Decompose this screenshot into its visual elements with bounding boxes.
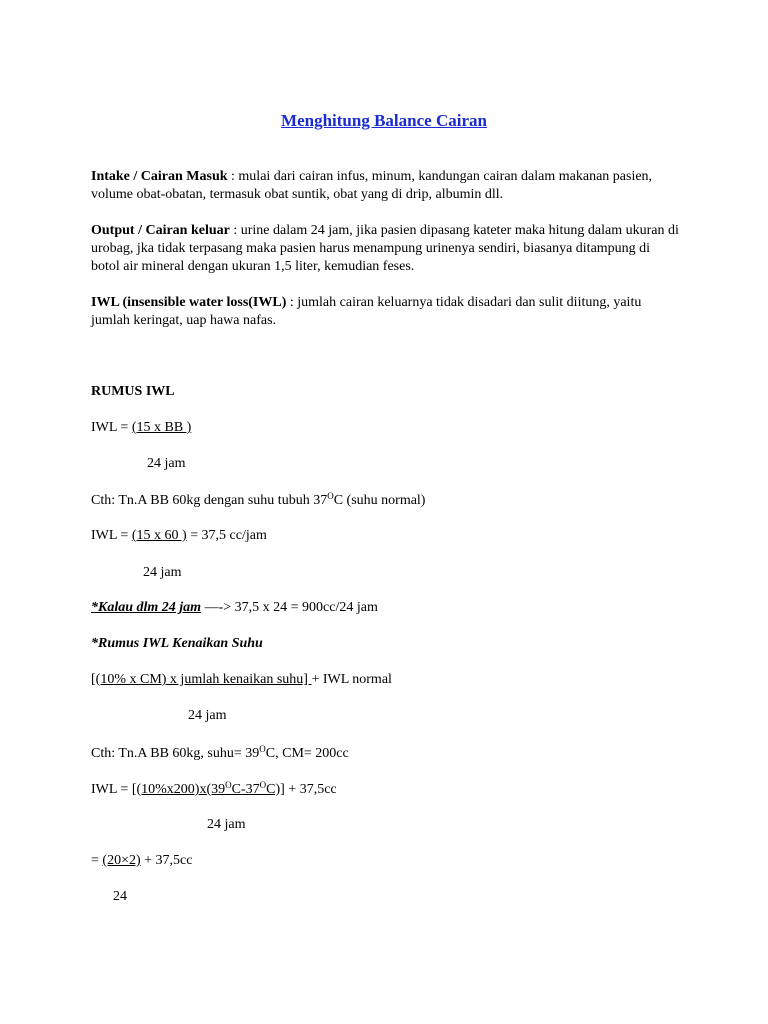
kalau-text: —-> 37,5 x 24 = 900cc/24 jam	[201, 600, 378, 615]
example-1-text-b: C (suhu normal)	[333, 493, 426, 508]
calc-2-numerator	[132, 782, 285, 797]
calc-1-numerator: (15 x 60 )	[131, 528, 187, 543]
output-paragraph	[91, 222, 681, 276]
iwl-definition-text: : jumlah cairan keluarnya tidak disadari dan sulit diitung, yaitu jumlah keringat, uap hawa nafas.	[91, 295, 642, 328]
calc-3-numerator: (20×2)	[102, 853, 141, 868]
example-2-line	[91, 744, 349, 762]
formula-kenaikan-denominator: 24 jam	[188, 708, 227, 723]
output-text: : urine dalam 24 jam, jika pasien dipasang kateter maka hitung dalam ukuran di urobag, jka tidak terpasang maka pasien harus menampung urinenya sendiri, biasanya ditampung di botol air mineral dengan ukuran 1,5 liter, kemudian feses.	[91, 223, 679, 274]
calc-1-denominator: 24 jam	[143, 565, 182, 580]
formula-kenaikan-line	[91, 672, 392, 688]
degree-superscript: O	[225, 780, 232, 790]
formula-iwl-line	[91, 420, 191, 436]
example-1-text-a: Cth: Tn.A BB 60kg dengan suhu tubuh 37	[91, 493, 328, 508]
intake-paragraph	[91, 168, 681, 204]
example-2-text-b: C, CM= 200cc	[265, 746, 349, 761]
formula-iwl-numerator: (15 x BB )	[131, 420, 192, 435]
intake-label: Intake / Cairan Masuk	[91, 169, 228, 184]
calc-3-denominator: 24	[113, 889, 127, 904]
calc-2-numerator-part: C-37	[231, 782, 260, 797]
degree-superscript: O	[259, 780, 267, 790]
calc-2-prefix: IWL =	[91, 782, 132, 797]
formula-kenaikan-suffix: + IWL normal	[311, 672, 392, 687]
calc-1-prefix: IWL =	[91, 528, 132, 543]
kenaikan-suhu-heading: *Rumus IWL Kenaikan Suhu	[91, 636, 263, 651]
calc-3-line	[91, 853, 192, 869]
kalau-line	[91, 600, 378, 616]
calc-2-numerator-part: C)]	[266, 782, 285, 797]
output-label: Output / Cairan keluar	[91, 223, 230, 238]
calc-1-result: = 37,5 cc/jam	[186, 528, 267, 543]
calc-2-suffix: + 37,5cc	[284, 782, 337, 797]
document-title: Menghitung Balance Cairan	[281, 111, 487, 130]
calc-2-denominator: 24 jam	[207, 817, 246, 832]
degree-superscript: O	[259, 744, 266, 754]
intake-text: : mulai dari cairan infus, minum, kandungan cairan dalam makanan pasien, volume obat-obatan, termasuk obat suntik, obat yang di drip, albumin dll.	[91, 169, 653, 202]
kalau-label: *Kalau dlm 24 jam	[91, 600, 202, 615]
formula-iwl-denominator: 24 jam	[147, 456, 186, 471]
degree-superscript: O	[327, 491, 334, 501]
example-2-text-a: Cth: Tn.A BB 60kg, suhu= 39	[91, 746, 260, 761]
calc-2-line	[91, 780, 337, 798]
calc-3-prefix: =	[91, 853, 103, 868]
iwl-definition-label: IWL (insensible water loss(IWL)	[91, 295, 287, 310]
iwl-definition-paragraph	[91, 294, 681, 330]
calc-1-line	[91, 528, 267, 544]
formula-iwl-prefix: IWL =	[91, 420, 132, 435]
example-1-line	[91, 491, 425, 509]
formula-kenaikan-numerator: [(10% x CM) x jumlah kenaikan suhu]	[91, 672, 312, 687]
calc-3-suffix: + 37,5cc	[140, 853, 193, 868]
rumus-iwl-heading: RUMUS IWL	[91, 384, 175, 399]
calc-2-numerator-part: [(10%x200)x(39	[131, 782, 226, 797]
